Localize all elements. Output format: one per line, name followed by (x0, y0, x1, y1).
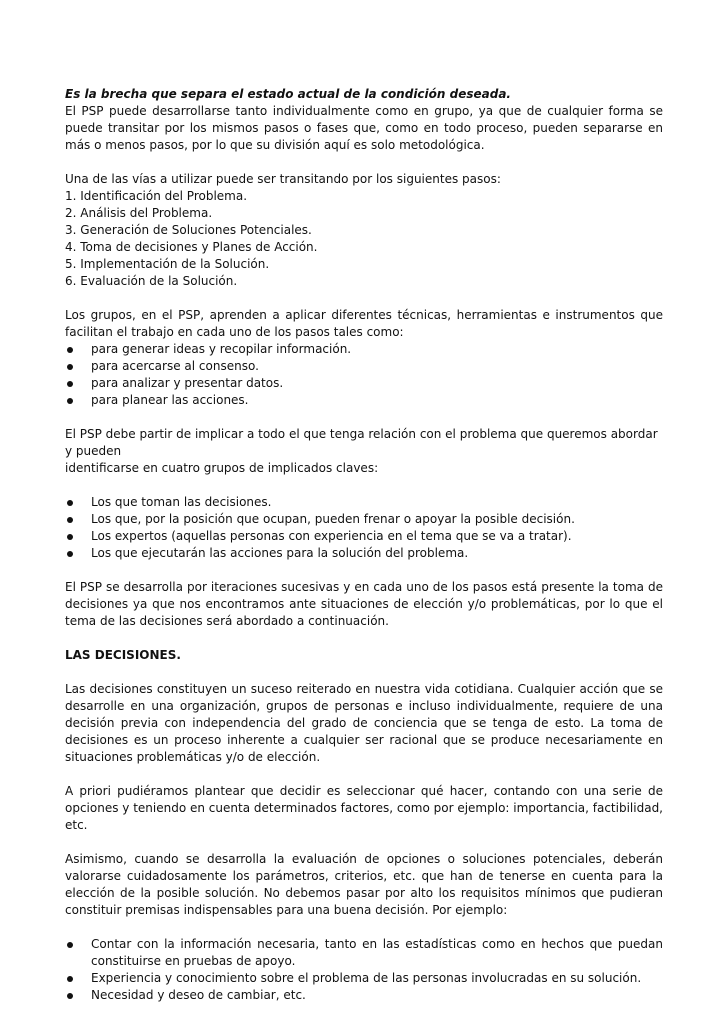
intro-section (65, 86, 663, 154)
list-item: Los que ejecutarán las acciones para la solución del problema. (65, 545, 663, 562)
decisions-paragraph-3: Asimismo, cuando se desarrolla la evaluación de opciones o soluciones potenciales, deberán valorarse cuidadosamente los parámetros, criterios, etc. que han de tenerse en cuenta para la elección de la posible solución. No debemos pasar por alto los requisitos mínimos que pudieran constituir premisas indispensables para una buena decisión. Por ejemplo: (65, 852, 663, 917)
bullet-icon (67, 551, 73, 557)
groups-paragraph: Los grupos, en el PSP, aprenden a aplicar diferentes técnicas, herramientas e instrumentos que facilitan el trabajo en cada uno de los pasos tales como: (65, 308, 663, 339)
step-item: 3. Generación de Soluciones Potenciales. (65, 223, 312, 237)
bullet-icon (67, 381, 73, 387)
bullet-icon (67, 364, 73, 370)
list-item: para generar ideas y recopilar información. (65, 341, 663, 358)
step-item: 5. Implementación de la Solución. (65, 257, 270, 271)
step-item: 1. Identificación del Problema. (65, 189, 248, 203)
intro-paragraph: El PSP puede desarrollarse tanto individualmente como en grupo, ya que de cualquier forma se puede transitar por los mismos pasos o fases que, como en todo proceso, pueden separarse en más o menos pasos, por lo que su división aquí es solo metodológica. (65, 104, 663, 152)
bullet-icon (67, 398, 73, 404)
list-item: Los que, por la posición que ocupan, pueden frenar o apoyar la posible decisión. (65, 511, 663, 528)
steps-section (65, 171, 663, 290)
list-item: Los que toman las decisiones. (65, 494, 663, 511)
involved-line-1: El PSP debe partir de implicar a todo el que tenga relación con el problema que queremos abordar y pueden (65, 427, 658, 458)
groups-bullet-list (65, 341, 663, 409)
step-item: 2. Análisis del Problema. (65, 206, 213, 220)
bullet-icon (67, 976, 73, 982)
list-item: Contar con la información necesaria, tanto en las estadísticas como en hechos que puedan constituirse en pruebas de apoyo. (65, 936, 663, 970)
decisions-heading: LAS DECISIONES. (65, 648, 181, 662)
steps-lead: Una de las vías a utilizar puede ser transitando por los siguientes pasos: (65, 172, 501, 186)
bullet-icon (67, 500, 73, 506)
list-item: para analizar y presentar datos. (65, 375, 663, 392)
involved-bullet-list (65, 494, 663, 562)
list-item: Los expertos (aquellas personas con experiencia en el tema que se va a tratar). (65, 528, 663, 545)
bullet-icon (67, 517, 73, 523)
list-item: Necesidad y deseo de cambiar, etc. (65, 987, 663, 1004)
involved-paragraph (65, 426, 663, 477)
bullet-icon (67, 993, 73, 999)
list-item: Experiencia y conocimiento sobre el problema de las personas involucradas en su solución. (65, 970, 663, 987)
step-item: 4. Toma de decisiones y Planes de Acción. (65, 240, 318, 254)
bullet-icon (67, 534, 73, 540)
step-item: 6. Evaluación de la Solución. (65, 274, 238, 288)
intro-italic-line: Es la brecha que separa el estado actual de la condición deseada. (65, 87, 511, 101)
decisions-paragraph-1: Las decisiones constituyen un suceso reiterado en nuestra vida cotidiana. Cualquier acción que se desarrolle en una organización, grupos de personas e incluso individualmente, requiere de una decisión previa con independencia del grado de conciencia que se tenga de esto. La toma de decisiones es un proceso inherente a cualquier ser racional que se produce necesariamente en situaciones problemáticas y/o de elección. (65, 682, 663, 764)
decisions-bullet-list (65, 936, 663, 1004)
list-item: para acercarse al consenso. (65, 358, 663, 375)
bullet-icon (67, 942, 73, 948)
iterations-paragraph: El PSP se desarrolla por iteraciones sucesivas y en cada uno de los pasos está presente la toma de decisiones ya que nos encontramos ante situaciones de elección y/o problemáticas, por lo que el tema de las decisiones será abordado a continuación. (65, 580, 663, 628)
bullet-icon (67, 347, 73, 353)
list-item: para planear las acciones. (65, 392, 663, 409)
decisions-paragraph-2: A priori pudiéramos plantear que decidir es seleccionar qué hacer, contando con una serie de opciones y teniendo en cuenta determinados factores, como por ejemplo: importancia, factibilidad, etc. (65, 784, 663, 832)
involved-line-2: identificarse en cuatro grupos de implicados claves: (65, 461, 379, 475)
document-page (65, 86, 663, 1021)
